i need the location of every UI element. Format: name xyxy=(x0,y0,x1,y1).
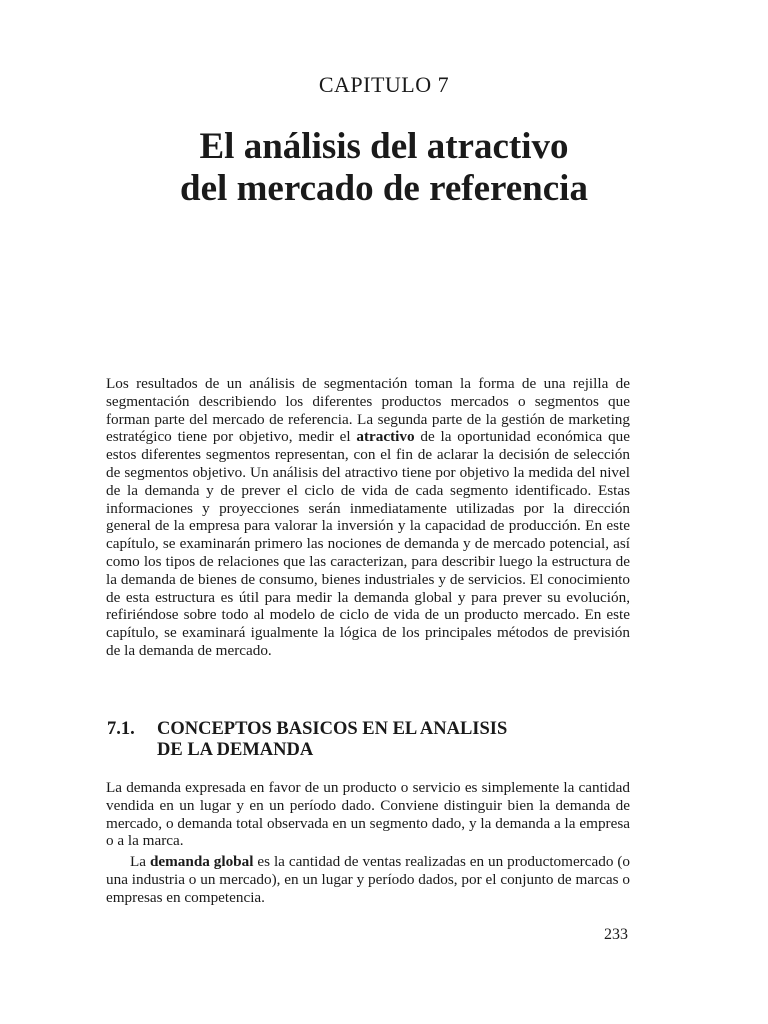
chapter-title xyxy=(0,126,768,210)
intro-bold-term: atractivo xyxy=(356,428,415,446)
section-title-line-2: DE LA DEMANDA xyxy=(157,740,314,760)
page-number: 233 xyxy=(604,926,628,943)
chapter-title-line-2: del mercado de referencia xyxy=(180,168,588,209)
intro-text-end: de la oportunidad económica que estos diferentes segmentos representan, con el fin de aclarar la decisión de selección de segmentos objetivo. Un análisis del atractivo tiene por objetivo la medida del nivel de la demanda y de prever el ciclo de vida de cada segmento identificado. Estas informaciones y proyecciones serán inmediatamente utilizadas por la dirección general de la empresa para valorar la inversión y la capacidad de producción. En este capítulo, se examinarán primero las nociones de demanda y de mercado potencial, así como los tipos de relaciones que las caracterizan, para describir luego la estructura de la demanda de bienes de consumo, bienes industriales y de servicios. El conocimiento de esta estructura es útil para medir la demanda global y para prever su evolución, refiriéndose sobre todo al modelo de ciclo de vida de un producto mercado. En este capítulo, se examinará igualmente la lógica de los principales métodos de previsión de la demanda de mercado. xyxy=(106,428,630,659)
body-paragraph-1: La demanda expresada en favor de un producto o servicio es simplemente la cantidad vendida en un lugar y en un período dado. Conviene distinguir bien la demanda de mercado, o demanda total observada en un segmento dado, y la demanda a la empresa o a la marca. xyxy=(106,779,630,850)
paragraph-2-bold-term: demanda global xyxy=(149,853,254,870)
section-title-line-1: CONCEPTOS BASICOS EN EL ANALISIS xyxy=(157,719,508,739)
body-paragraph-2 xyxy=(106,853,630,906)
section-heading xyxy=(107,719,627,761)
paragraph-2-prefix: La xyxy=(130,853,150,870)
intro-paragraph xyxy=(106,375,630,660)
intro-text-start: Los resultados de un análisis de segmentación toman la forma de una rejilla de segmentación describiendo los diferentes productos mercados o segmentos que forman parte del mercado de referencia. La segunda parte de la gestión de marketing estratégico tiene por objetivo, medir el xyxy=(106,375,630,446)
chapter-title-line-1: El análisis del atractivo xyxy=(199,126,569,167)
chapter-label: CAPITULO 7 xyxy=(318,72,450,97)
paragraph-2-rest: es la cantidad de ventas realizadas en un productomercado (o una industria o un mercado), en un lugar y período dados, por el conjunto de marcas o empresas en competencia. xyxy=(106,853,630,906)
section-number: 7.1. xyxy=(107,719,135,739)
